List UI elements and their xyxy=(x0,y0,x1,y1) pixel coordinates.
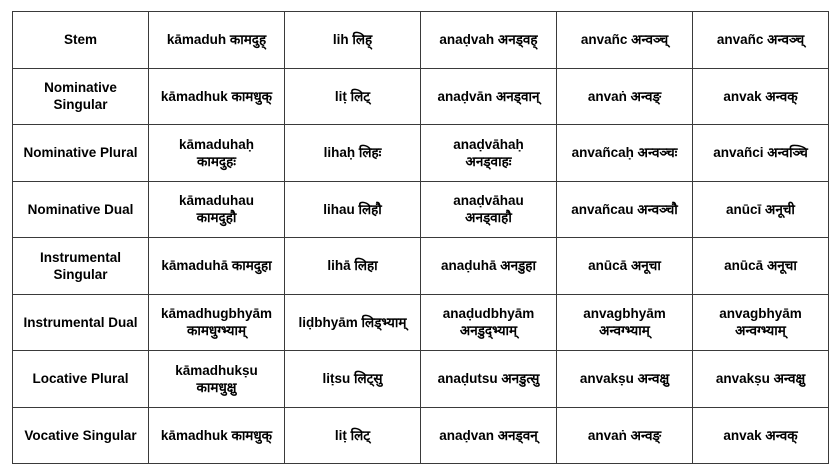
cell-text-line: anvagbhyām xyxy=(583,306,666,322)
cell-text-line: Stem xyxy=(63,32,97,48)
case-label-cell xyxy=(13,12,149,69)
form-cell xyxy=(285,407,421,464)
cell-text-line: anvañcaḥ अन्वञ्चः xyxy=(571,145,678,161)
cell-text-line: anvak अन्वक् xyxy=(723,427,798,443)
form-cell xyxy=(149,294,285,351)
cell-text-line: kāmaduhau xyxy=(178,193,255,209)
form-cell xyxy=(421,238,557,295)
cell-text-line: अन्वग्भ्याम् xyxy=(735,323,786,339)
form-cell xyxy=(149,68,285,125)
cell-text-line: kāmadhugbhyām xyxy=(160,306,273,322)
cell-text-line: lihaḥ लिहः xyxy=(323,145,382,161)
form-cell xyxy=(285,181,421,238)
form-cell xyxy=(557,181,693,238)
cell-text-line: anvaṅ अन्वङ् xyxy=(587,88,662,104)
case-label-cell xyxy=(13,68,149,125)
cell-text-line: अन्वग्भ्याम् xyxy=(599,323,650,339)
declension-table xyxy=(12,11,829,464)
cell-text-line: अनड्वाहौ xyxy=(465,210,512,226)
cell-text-line: Nominative Dual xyxy=(27,201,134,217)
table-row xyxy=(13,12,829,69)
cell-text-line: kāmadhukṣu xyxy=(175,362,258,378)
table-row xyxy=(13,351,829,408)
cell-text-line: कामदुहः xyxy=(196,153,236,169)
cell-text-line: anūcā अनूचा xyxy=(724,258,797,274)
form-cell xyxy=(693,351,829,408)
case-label-cell xyxy=(13,351,149,408)
form-cell xyxy=(421,294,557,351)
form-cell xyxy=(285,238,421,295)
cell-text-line: kāmaduh कामदुह् xyxy=(166,32,267,48)
case-label-cell xyxy=(13,238,149,295)
form-cell xyxy=(149,351,285,408)
form-cell xyxy=(693,294,829,351)
cell-text-line: Singular xyxy=(53,97,108,113)
form-cell xyxy=(557,407,693,464)
form-cell xyxy=(693,68,829,125)
cell-text-line: kāmadhuk कामधुक् xyxy=(160,88,273,104)
cell-text-line: anvaṅ अन्वङ् xyxy=(587,427,662,443)
form-cell xyxy=(421,181,557,238)
cell-text-line: कामधुग्भ्याम् xyxy=(186,323,247,339)
cell-text-line: anvañc अन्वञ्च् xyxy=(580,32,669,48)
cell-text-line: anūcā अनूचा xyxy=(588,258,661,274)
cell-text-line: Singular xyxy=(53,266,108,282)
cell-text-line: anaḍvah अनड्वह् xyxy=(439,32,538,48)
cell-text-line: liḍbhyām लिड्भ्याम् xyxy=(298,314,407,330)
cell-text-line: lih लिह् xyxy=(332,32,373,48)
cell-text-line: कामधुक्षु xyxy=(196,379,237,395)
case-label-cell xyxy=(13,294,149,351)
form-cell xyxy=(421,351,557,408)
form-cell xyxy=(557,68,693,125)
cell-text-line: anaḍudbhyām xyxy=(442,306,535,322)
table-row xyxy=(13,407,829,464)
cell-text-line: liṭsu लिट्सु xyxy=(322,371,383,387)
table-row xyxy=(13,181,829,238)
cell-text-line: liṭ लिट् xyxy=(334,427,371,443)
table-row xyxy=(13,238,829,295)
cell-text-line: kāmaduhaḥ xyxy=(178,136,255,152)
cell-text-line: anvañcau अन्वञ्चौ xyxy=(571,201,678,217)
form-cell xyxy=(693,12,829,69)
form-cell xyxy=(557,351,693,408)
cell-text-line: anvakṣu अन्वक्षु xyxy=(715,371,806,387)
table-row xyxy=(13,68,829,125)
cell-text-line: anvak अन्वक् xyxy=(723,88,798,104)
case-label-cell xyxy=(13,181,149,238)
form-cell xyxy=(285,351,421,408)
cell-text-line: anaḍvan अनड्वन् xyxy=(439,427,538,443)
form-cell xyxy=(149,125,285,182)
table-row xyxy=(13,294,829,351)
cell-text-line: Locative Plural xyxy=(32,371,129,387)
cell-text-line: अनड्वाहः xyxy=(465,153,512,169)
cell-text-line: anvañci अन्वञ्चि xyxy=(713,145,808,161)
form-cell xyxy=(421,407,557,464)
form-cell xyxy=(557,12,693,69)
form-cell xyxy=(285,12,421,69)
form-cell xyxy=(285,294,421,351)
cell-text-line: Nominative Plural xyxy=(23,145,138,161)
cell-text-line: Instrumental xyxy=(39,249,121,265)
cell-text-line: Vocative Singular xyxy=(24,427,137,443)
case-label-cell xyxy=(13,407,149,464)
cell-text-line: anvagbhyām xyxy=(719,306,802,322)
form-cell xyxy=(693,181,829,238)
cell-text-line: anaḍutsu अनडुत्सु xyxy=(437,371,540,387)
cell-text-line: lihau लिहौ xyxy=(323,201,382,217)
form-cell xyxy=(557,125,693,182)
cell-text-line: anvakṣu अन्वक्षु xyxy=(579,371,670,387)
cell-text-line: कामदुहौ xyxy=(196,210,237,226)
form-cell xyxy=(421,125,557,182)
form-cell xyxy=(421,12,557,69)
cell-text-line: anvañc अन्वञ्च् xyxy=(716,32,805,48)
cell-text-line: anūcī अनूची xyxy=(726,201,795,217)
cell-text-line: Nominative xyxy=(44,80,117,96)
form-cell xyxy=(421,68,557,125)
form-cell xyxy=(149,12,285,69)
cell-text-line: kāmadhuk कामधुक् xyxy=(160,427,273,443)
table-row xyxy=(13,125,829,182)
form-cell xyxy=(693,125,829,182)
form-cell xyxy=(557,294,693,351)
form-cell xyxy=(285,125,421,182)
cell-text-line: anaḍuhā अनडुहा xyxy=(441,258,536,274)
declension-table-body xyxy=(13,12,829,464)
cell-text-line: अनडुद्भ्याम् xyxy=(459,323,518,339)
cell-text-line: anaḍvāhaḥ xyxy=(453,136,524,152)
form-cell xyxy=(149,181,285,238)
cell-text-line: anaḍvān अनड्वान् xyxy=(437,88,540,104)
form-cell xyxy=(557,238,693,295)
case-label-cell xyxy=(13,125,149,182)
form-cell xyxy=(149,238,285,295)
cell-text-line: Instrumental Dual xyxy=(23,314,138,330)
cell-text-line: kāmaduhā कामदुहा xyxy=(161,258,272,274)
form-cell xyxy=(285,68,421,125)
form-cell xyxy=(149,407,285,464)
cell-text-line: liṭ लिट् xyxy=(334,88,371,104)
form-cell xyxy=(693,407,829,464)
cell-text-line: anaḍvāhau xyxy=(453,193,524,209)
cell-text-line: lihā लिहा xyxy=(327,258,378,274)
form-cell xyxy=(693,238,829,295)
